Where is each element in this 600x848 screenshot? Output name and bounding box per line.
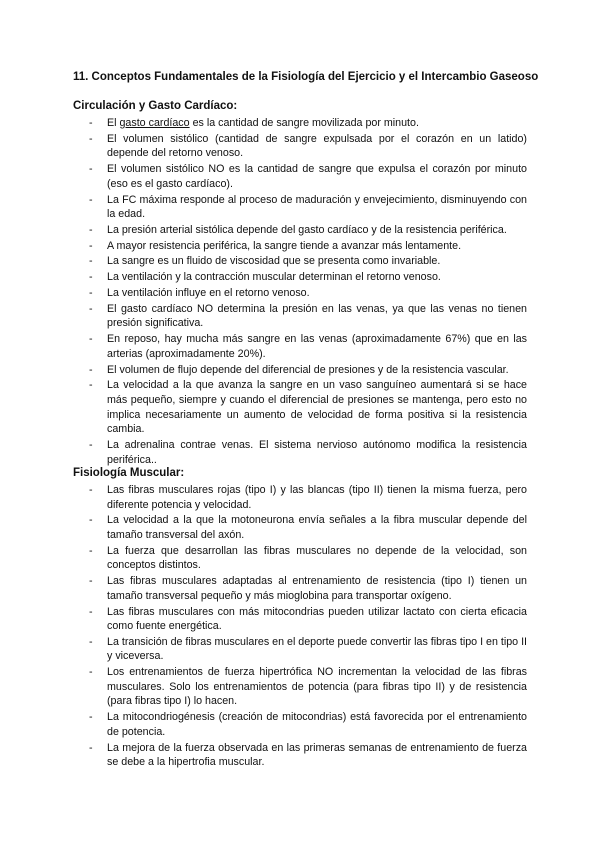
section-heading-muscular: Fisiología Muscular: bbox=[73, 467, 185, 479]
list-item-text: Las fibras musculares con más mitocondrias pueden utilizar lactato con cierta eficacia como fuente energética. bbox=[107, 605, 527, 633]
list-item-text: El gasto cardíaco NO determina la presión en las venas, ya que las venas no tienen presión significativa. bbox=[107, 302, 527, 330]
list-item bbox=[89, 132, 527, 161]
list-item bbox=[89, 710, 527, 739]
bullet-dash: - bbox=[89, 484, 93, 496]
list-item bbox=[89, 635, 527, 664]
bullet-dash: - bbox=[89, 666, 93, 679]
bullet-dash: - bbox=[89, 271, 93, 284]
list-item-text: El gasto cardíaco es la cantidad de sangre movilizada por minuto. bbox=[107, 117, 419, 129]
list-item-text: Las fibras musculares adaptadas al entrenamiento de resistencia (tipo I) tienen un tamaño transversal pequeño y más mioglobina para transportar oxígeno. bbox=[107, 575, 527, 602]
bullet-dash: - bbox=[89, 514, 93, 527]
list-item bbox=[89, 574, 527, 603]
list-item bbox=[89, 363, 527, 378]
list-item bbox=[89, 513, 527, 542]
bullet-dash: - bbox=[89, 635, 93, 648]
list-item bbox=[89, 286, 527, 301]
list-item-text: La ventilación y la contracción muscular determinan el retorno venoso. bbox=[107, 271, 441, 284]
list-item-text: La sangre es un fluido de viscosidad que se presenta como invariable. bbox=[107, 255, 441, 268]
bullet-dash: - bbox=[89, 223, 93, 236]
list-item-text: En reposo, hay mucha más sangre en las venas (aproximadamente 67%) que en las arterias (aproximadamente 20%). bbox=[107, 333, 527, 360]
bullet-dash: - bbox=[89, 438, 93, 451]
list-item bbox=[89, 223, 527, 238]
bullet-list-muscular bbox=[89, 483, 527, 771]
bullet-dash: - bbox=[89, 333, 93, 346]
list-item-text: El volumen sistólico (cantidad de sangre expulsada por el corazón en un latido) depende del retorno venoso. bbox=[107, 132, 527, 160]
bullet-dash: - bbox=[89, 741, 93, 754]
bullet-dash: - bbox=[89, 711, 93, 724]
bullet-dash: - bbox=[89, 363, 93, 376]
list-item-text: El volumen sistólico NO es la cantidad de sangre que expulsa el corazón por minuto (eso es el gasto cardíaco). bbox=[107, 163, 527, 190]
list-item-text: La mitocondriogénesis (creación de mitocondrias) está favorecida por el entrenamiento de potencia. bbox=[107, 711, 527, 738]
bullet-dash: - bbox=[89, 287, 93, 300]
list-item bbox=[89, 162, 527, 191]
list-item bbox=[89, 302, 527, 331]
list-item bbox=[89, 254, 527, 269]
list-item-text: La velocidad a la que la motoneurona envía señales a la fibra muscular depende del tamaño transversal del axón. bbox=[107, 514, 527, 541]
list-item bbox=[89, 378, 527, 436]
list-item-text: La presión arterial sistólica depende del gasto cardíaco y de la resistencia periférica. bbox=[107, 223, 507, 236]
list-item bbox=[89, 438, 527, 467]
list-item-text: La velocidad a la que avanza la sangre en un vaso sanguíneo aumentará si se hace más pequeño, siempre y cuando el diferencial de presiones se mantenga, pero esto no implica necesariamente un aumento de velocidad de forma positiva si la resistencia cambia. bbox=[107, 379, 527, 436]
list-item-text: La adrenalina contrae venas. El sistema nervioso autónomo modifica la resistencia periférica.. bbox=[107, 438, 527, 466]
list-item bbox=[89, 605, 527, 634]
list-item-text: La mejora de la fuerza observada en las primeras semanas de entrenamiento de fuerza se debe a la hipertrofia muscular. bbox=[107, 741, 527, 769]
bullet-dash: - bbox=[89, 239, 93, 252]
bullet-dash: - bbox=[89, 575, 93, 588]
list-item-text: A mayor resistencia periférica, la sangre tiende a avanzar más lentamente. bbox=[107, 239, 462, 252]
bullet-dash: - bbox=[89, 193, 93, 206]
bullet-dash: - bbox=[89, 302, 93, 315]
list-item-text: Los entrenamientos de fuerza hipertrófica NO incrementan la velocidad de las fibras musculares. Solo los entrenamientos de potencia (para fibras tipo II) y de resistencia (para fibras tipo I) lo hacen. bbox=[107, 666, 527, 708]
bullet-dash: - bbox=[89, 544, 93, 557]
document-title: 11. Conceptos Fundamentales de la Fisiología del Ejercicio y el Intercambio Gaseoso bbox=[73, 71, 539, 83]
bullet-dash: - bbox=[89, 132, 93, 145]
list-item bbox=[89, 270, 527, 285]
list-item-text: La FC máxima responde al proceso de maduración y envejecimiento, disminuyendo con la edad. bbox=[107, 193, 527, 221]
list-item bbox=[89, 116, 527, 131]
list-item-text: Las fibras musculares rojas (tipo I) y las blancas (tipo II) tienen la misma fuerza, pero diferente potencia y velocidad. bbox=[107, 484, 527, 511]
list-item-text: La transición de fibras musculares en el deporte puede convertir las fibras tipo I en tipo II y viceversa. bbox=[107, 635, 528, 663]
list-item bbox=[89, 665, 527, 709]
list-item bbox=[89, 741, 527, 770]
underlined-term: gasto cardíaco bbox=[119, 117, 190, 129]
bullet-dash: - bbox=[89, 379, 93, 392]
list-item-text: La ventilación influye en el retorno venoso. bbox=[107, 287, 310, 300]
list-item bbox=[89, 544, 527, 573]
list-item bbox=[89, 483, 527, 512]
section-heading-circulacion: Circulación y Gasto Cardíaco: bbox=[73, 100, 238, 112]
bullet-dash: - bbox=[89, 117, 93, 129]
list-item bbox=[89, 332, 527, 361]
list-item-text: El volumen de flujo depende del diferencial de presiones y de la resistencia vascular. bbox=[107, 363, 509, 376]
list-item bbox=[89, 239, 527, 254]
list-item-text: La fuerza que desarrollan las fibras musculares no depende de la velocidad, son conceptos distintos. bbox=[107, 544, 527, 572]
bullet-dash: - bbox=[89, 605, 93, 618]
bullet-dash: - bbox=[89, 255, 93, 268]
list-item bbox=[89, 193, 527, 222]
bullet-dash: - bbox=[89, 163, 93, 176]
bullet-list-circulacion bbox=[89, 116, 527, 468]
